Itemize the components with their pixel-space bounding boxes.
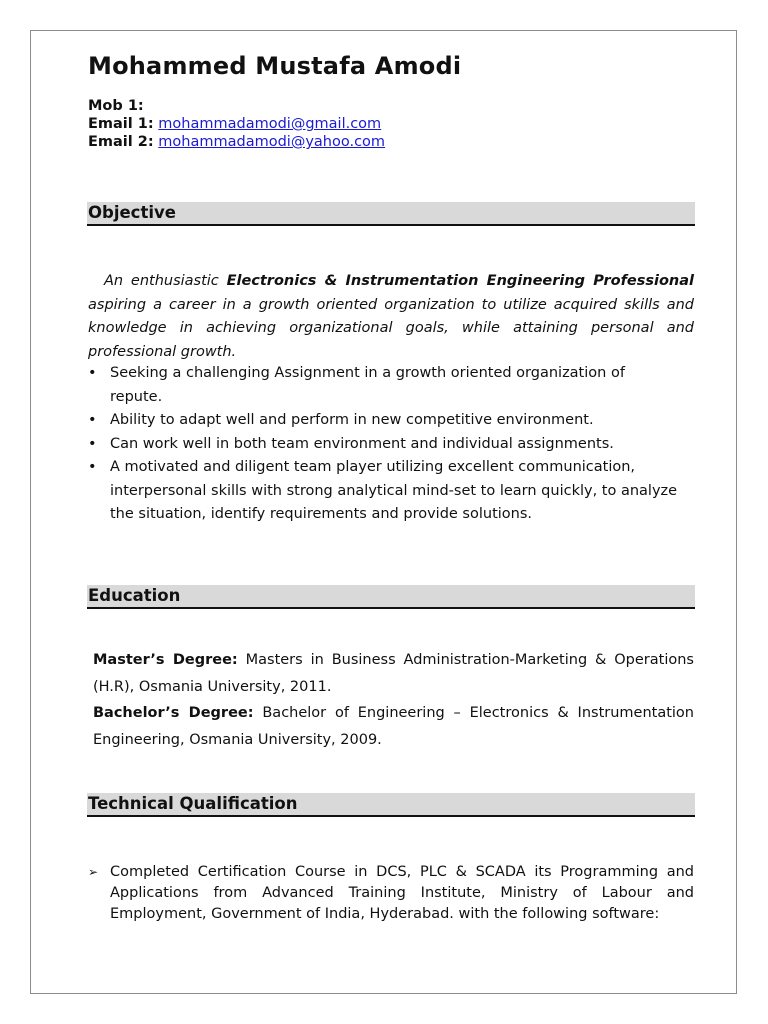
- list-item: • A motivated and diligent team player utilizing excellent communication, interpersonal skills with strong analytical mind-set to learn quickly, to analyze the situation, identify requirements and provide solutions.: [88, 456, 678, 527]
- email2-label: Email 2:: [88, 134, 154, 150]
- technical-heading: Technical Qualification: [87, 793, 695, 817]
- list-item: • Can work well in both team environment and individual assignments.: [88, 433, 678, 457]
- mobile-row: [88, 97, 385, 115]
- candidate-name: Mohammed Mustafa Amodi: [88, 52, 462, 80]
- objective-intro-prefix: An enthusiastic: [104, 273, 227, 289]
- objective-intro-bold: Electronics & Instrumentation Engineering Professional: [226, 273, 694, 289]
- objective-heading: Objective: [87, 202, 695, 226]
- contact-block: [88, 97, 385, 151]
- bullet-icon: •: [88, 459, 97, 475]
- mobile-label: Mob 1:: [88, 98, 144, 114]
- email1-link[interactable]: mohammadamodi@gmail.com: [158, 116, 382, 132]
- bullet-icon: •: [88, 412, 97, 428]
- masters-degree: [93, 647, 694, 701]
- arrow-bullet-icon: ➢: [88, 865, 99, 879]
- masters-label: Master’s Degree:: [93, 652, 238, 668]
- masters-text: Masters in Business Administration-Marketing & Operations (H.R), Osmania University, 2011.: [93, 652, 694, 695]
- objective-bullet-list: [88, 362, 678, 527]
- list-item: ➢ Completed Certification Course in DCS, PLC & SCADA its Programming and Applications from Advanced Training Institute, Ministry of Labour and Employment, Government of India, Hyderabad. with the following software:: [88, 864, 694, 922]
- objective-summary: [88, 270, 694, 364]
- objective-intro-suffix: aspiring a career in a growth oriented organization to utilize acquired skills and knowledge in achieving organizational goals, while attaining personal and professional growth.: [88, 296, 694, 360]
- email1-label: Email 1:: [88, 116, 154, 132]
- bachelors-text: Bachelor of Engineering – Electronics & Instrumentation Engineering, Osmania University, 2009.: [93, 705, 694, 748]
- bachelors-label: Bachelor’s Degree:: [93, 705, 254, 721]
- technical-list: [88, 862, 694, 925]
- bullet-icon: •: [88, 365, 97, 381]
- list-item: • Ability to adapt well and perform in new competitive environment.: [88, 409, 678, 433]
- email1-row: [88, 115, 385, 133]
- bullet-icon: •: [88, 435, 97, 452]
- email2-row: [88, 133, 385, 151]
- list-item: • Seeking a challenging Assignment in a growth oriented organization of repute.: [88, 362, 678, 409]
- email2-link[interactable]: mohammadamodi@yahoo.com: [158, 134, 386, 150]
- education-heading: Education: [87, 585, 695, 609]
- bachelors-degree: [93, 700, 694, 754]
